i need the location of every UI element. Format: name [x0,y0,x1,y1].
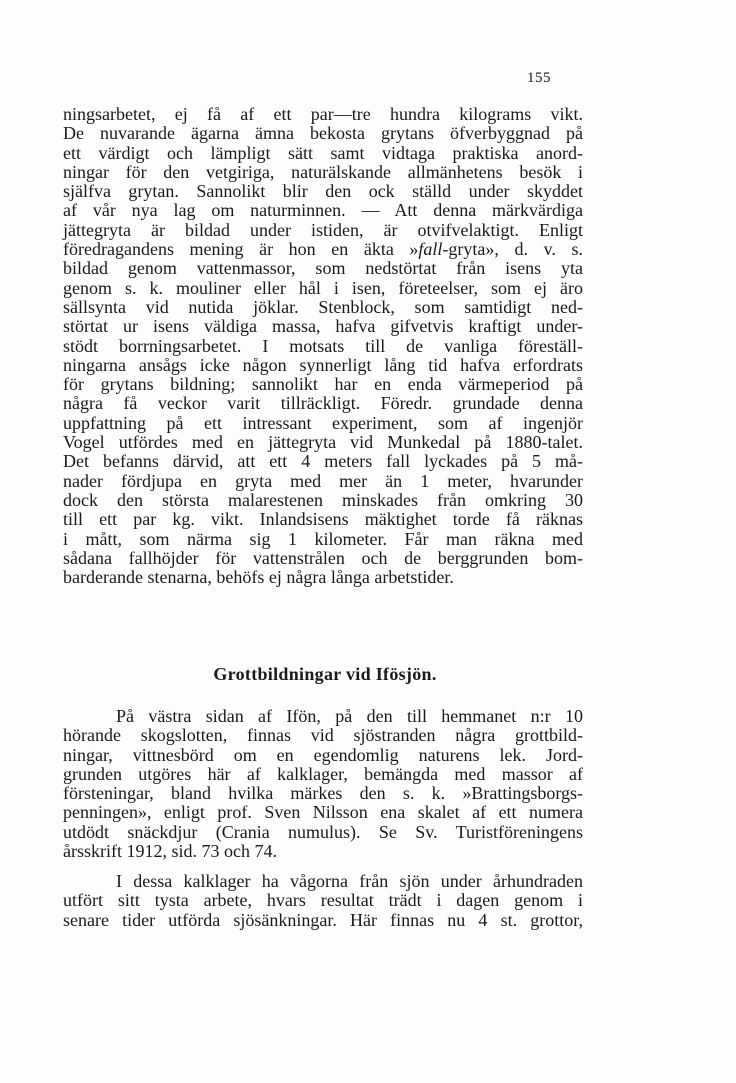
text-line: uppfattning på ett intressant experiment, som af ingenjör [63,412,583,433]
text-line: af vår nya lag om naturminnen. — Att denna märkvärdiga [63,200,583,221]
text-line: senare tider utförda sjösänkningar. Här finnas nu 4 st. grottor, [63,909,583,930]
text-line: ningsarbetet, ej få af ett par—tre hundra kilograms vikt. [63,104,583,124]
text-line: barderande stenarna, behöfs ej några långa arbetstider. [63,567,454,588]
text-line: försteningar, bland hvilka märkes den s. k. »Brattingsborgs- [63,783,583,804]
text-line: De nuvarande ägarna ämna bekosta grytans öfverbyggnad på [63,123,583,144]
text-line: På västra sidan af Ifön, på den till hemmanet n:r 10 [116,706,583,726]
text-line: ningarna ansågs icke någon synnerligt lång tid hafva erfordrats [63,354,583,375]
text-line: nader fördjupa en gryta med mer än 1 meter, hvarunder [63,470,583,491]
paragraph-ifon [63,707,583,861]
text-line: genom s. k. mouliner eller hål i isen, företeelser, som ej äro [63,277,583,298]
text-line: årsskrift 1912, sid. 73 och 74. [63,841,277,862]
text-line: penningen», enligt prof. Sven Nilsson ena skalet af ett numera [63,802,583,823]
text-line: Vogel utfördes med en jättegryta vid Munkedal på 1880-talet. [63,432,583,453]
text-line: i mått, som närma sig 1 kilometer. Får man räkna med [63,528,583,549]
text-line: till ett par kg. vikt. Inlandsisens mäktighet torde få räknas [63,509,583,530]
text-line: I dessa kalklager ha vågorna från sjön under århundraden [116,871,583,891]
text-line: stödt borrningsarbetet. I motsats till de vanliga föreställ- [63,335,583,356]
text-line: ett värdigt och lämpligt sätt samt vidtaga praktiska anord- [63,142,583,163]
text-line: sådana fallhöjder för vattenstrålen och de berggrunden bom- [63,547,583,568]
text-line: störtat ur isens väldiga massa, hafva gifvetvis kraftigt under- [63,316,583,337]
text-line: föredragandens mening är hon en äkta »fall-gryta», d. v. s. [63,239,583,260]
text-line: sällsynta vid nutida jöklar. Stenblock, som samtidigt ned- [63,296,583,317]
text-line: grunden utgöres här af kalklager, bemängda med massor af [63,763,583,784]
section-heading: Grottbildningar vid Ifösjön. [213,664,437,684]
text-line: bildad genom vattenmassor, som nedstörtat från isens yta [63,258,583,279]
text-line: jättegryta är bildad under istiden, är otvifvelaktigt. Enligt [63,219,583,240]
text-line: utdödt snäckdjur (Crania numulus). Se Sv. Turistföreningens [63,821,583,842]
text-line: ningar för den vetgiriga, naturälskande allmänhetens besök i [63,161,583,182]
text-line: Det befanns därvid, att ett 4 meters fall lyckades på 5 må- [63,451,583,472]
paragraph-kalklager [63,872,583,930]
text-line: hörande skogslotten, finnas vid sjöstranden några grottbild- [63,725,583,746]
text-line: några få veckor varit tillräckligt. Föredr. grundade denna [63,393,583,414]
text-line: själfva grytan. Sannolikt blir den ock ställd under skyddet [63,181,583,202]
paragraph-fall-gryta [63,105,583,587]
page-number: 155 [527,70,551,86]
text-line: dock den största malarestenen minskades från omkring 30 [63,489,583,510]
text-line: ningar, vittnesbörd om en egendomlig naturens lek. Jord- [63,744,583,765]
text-line: utfört sitt tysta arbete, hvars resultat trädt i dagen genom i [63,890,583,911]
text-line: för grytans bildning; sannolikt har en enda värmeperiod på [63,374,583,395]
